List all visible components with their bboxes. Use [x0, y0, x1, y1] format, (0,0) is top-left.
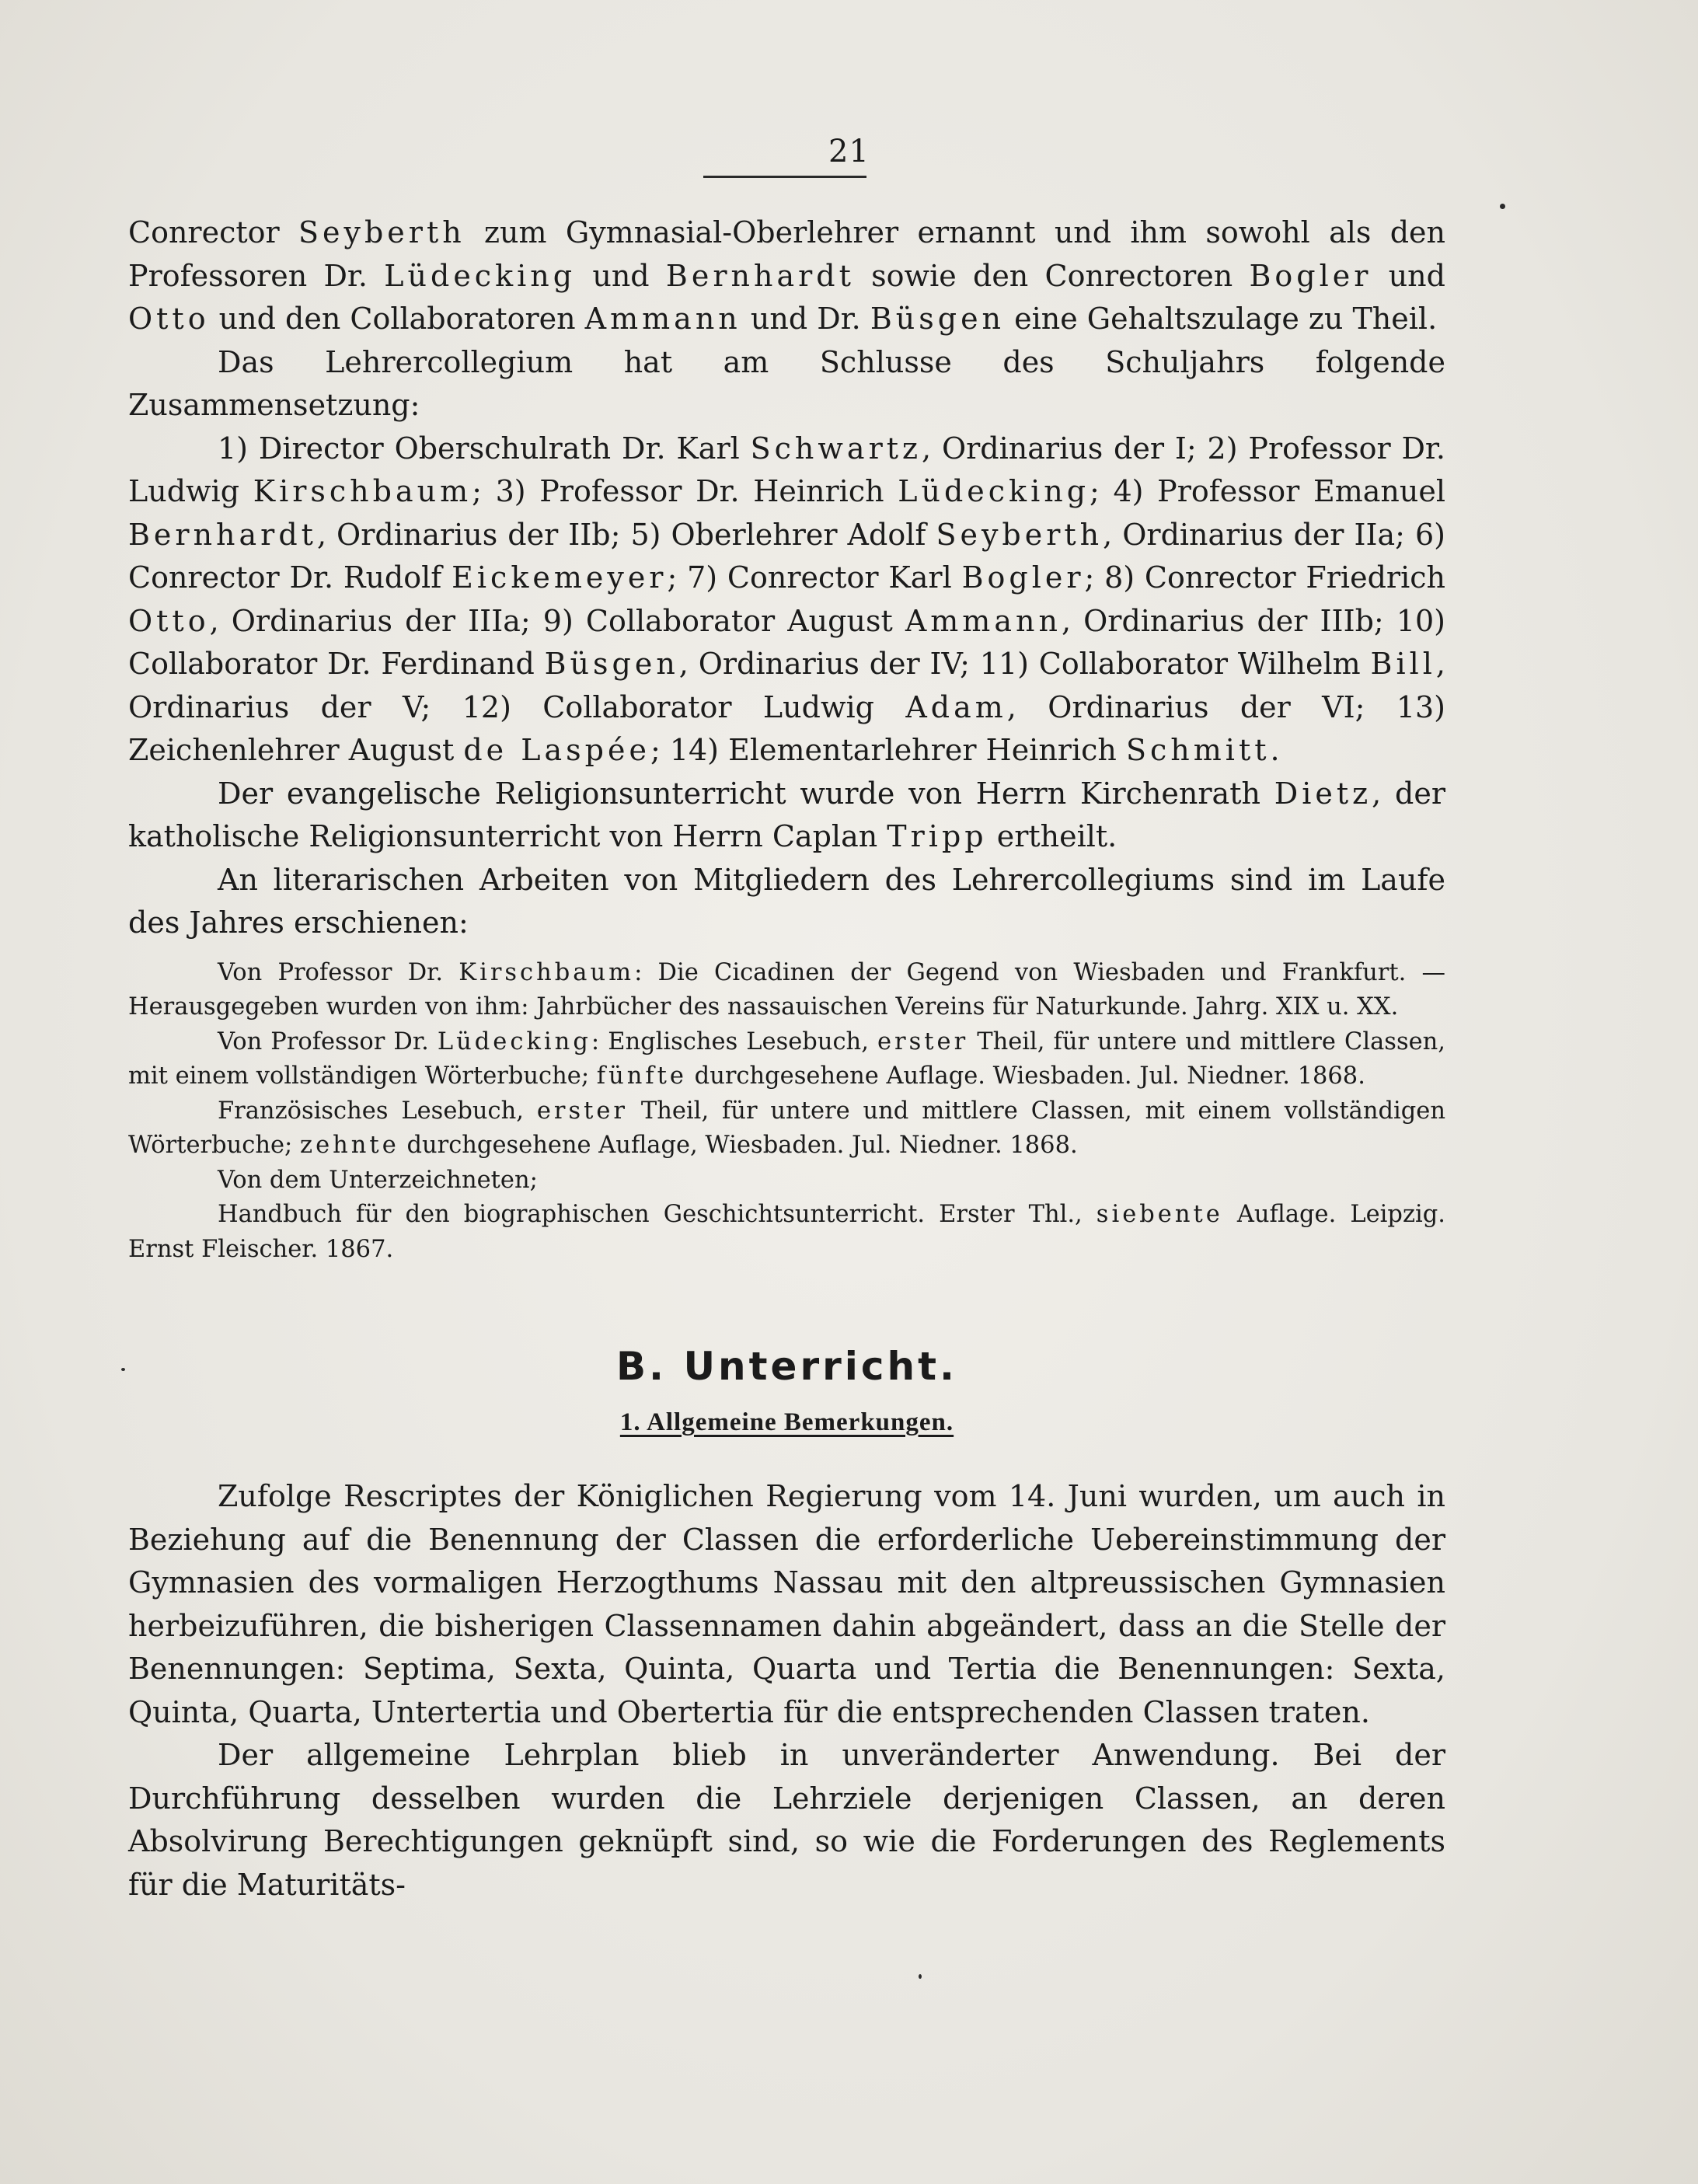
paragraph-curriculum: Der allgemeine Lehrplan blieb in unveränderter Anwendung. Bei der Durchführung desselben wurden die Lehrziele derjenigen Classen, an deren Absolvirung Berechtigungen geknüpft sind, so wie die Forderungen des Reglements für die Maturitäts- — [128, 1738, 1445, 1902]
text-run: und — [1372, 258, 1445, 293]
name-spaced: Bernhardt — [128, 517, 317, 552]
ink-speck — [121, 1368, 125, 1371]
text-run: Handbuch für den biographischen Geschichtsunterricht. Erster Thl., — [218, 1201, 1097, 1228]
text-run: eine Gehaltszulage zu Theil. — [1005, 302, 1438, 336]
spacer — [128, 945, 1445, 956]
text-run: ; 3) Professor Dr. Heinrich — [472, 474, 898, 508]
name-spaced: Otto — [128, 302, 210, 336]
name-spaced: Adam — [905, 689, 1007, 724]
text-run: durchgesehene Auflage, Wiesbaden. Jul. Niedner. 1868. — [399, 1132, 1078, 1159]
text-run: : Die Cicadinen der Gegend von Wiesbaden und Frankfurt. — Herausgegeben wurden von ihm: Jahrbücher des nassauischen Vereins für Naturkunde. Jahrg. XIX u. XX. — [128, 958, 1445, 1020]
text-run: 1) Director Oberschulrath Dr. Karl — [218, 431, 751, 466]
name-spaced: Seyberth — [298, 215, 465, 249]
name-spaced: Bogler — [961, 560, 1085, 595]
name-spaced: Bogler — [1249, 258, 1372, 293]
text-run: , Ordinarius der V; 12) Collaborator Ludwig — [128, 647, 1446, 724]
publication-entry — [128, 1025, 1445, 1094]
text-run: , Ordinarius der IIIb; 10) Collaborator Dr. Ferdinand — [128, 603, 1445, 681]
text-run: Conrector — [128, 215, 298, 249]
publication-entry — [128, 1094, 1445, 1164]
name-spaced: Tripp — [887, 819, 988, 853]
name-spaced: Büsgen — [870, 302, 1006, 336]
paragraph-promotions — [128, 211, 1445, 341]
text-run: und Dr. — [741, 302, 870, 336]
text-run: ; 14) Elementarlehrer Heinrich — [650, 733, 1126, 767]
text-run: : Englisches Lesebuch, — [591, 1027, 877, 1055]
name-spaced: siebente — [1096, 1201, 1223, 1228]
paragraph-staff-list — [128, 427, 1445, 773]
publication-entry: Von dem Unterzeichneten; — [218, 1166, 538, 1194]
name-spaced: de Laspée — [463, 733, 650, 767]
publication-entry — [128, 956, 1445, 1025]
name-spaced: Otto — [128, 603, 210, 638]
text-run: . — [1270, 733, 1280, 767]
text-run: Von Professor Dr. — [218, 958, 459, 986]
paragraph-publications-intro: An literarischen Arbeiten von Mitgliedern des Lehrercollegiums sind im Laufe des Jahres erschienen: — [128, 862, 1445, 940]
text-run: und den Collaboratoren — [209, 302, 585, 336]
page-number-rule — [703, 176, 866, 178]
text-run: Der evangelische Religionsunterricht wurde von Herrn Kirchenrath — [218, 776, 1274, 811]
text-run: zum Gymnasial-Oberlehrer ernannt und ihm sowohl als den Professoren Dr. — [128, 215, 1445, 293]
text-run: Von Professor Dr. — [218, 1027, 438, 1055]
paragraph-rescript: Zufolge Rescriptes der Königlichen Regierung vom 14. Juni wurden, um auch in Beziehung auf die Benennung der Classen die erforderliche Uebereinstimmung der Gymnasien des vormaligen Herzogthums Nassau mit den altpreussischen Gymnasien herbeizuführen, die bisherigen Classennamen dahin abgeändert, dass an die Stelle der Benennungen: Septima, Sexta, Quinta, Quarta und Tertia die Benennungen: Sexta, Quinta, Quarta, Untertertia und Obertertia für die entsprechenden Classen traten. — [128, 1479, 1445, 1729]
name-spaced: erster — [536, 1097, 629, 1125]
name-spaced: Ammann — [584, 302, 741, 336]
name-spaced: fünfte — [596, 1062, 687, 1090]
text-run: Theil, für untere und mittlere Classen, mit einem vollständigen Wörterbuche; — [128, 1097, 1445, 1159]
name-spaced: Lüdecking — [437, 1027, 591, 1055]
text-run: durchgesehene Auflage. Wiesbaden. Jul. Niedner. 1868. — [686, 1062, 1365, 1090]
name-spaced: Kirschbaum — [458, 958, 635, 986]
name-spaced: Eickemeyer — [452, 560, 668, 595]
name-spaced: Bill — [1370, 647, 1436, 681]
name-spaced: Schmitt — [1125, 733, 1271, 767]
text-run: , Ordinarius der IIIa; 9) Collaborator August — [209, 603, 905, 638]
text-run: , Ordinarius der VI; 13) Zeichenlehrer August — [128, 689, 1445, 767]
name-spaced: Kirschbaum — [253, 474, 472, 508]
text-run: Theil, für untere und mittlere Classen, mit einem vollständigen Wörterbuche; — [128, 1027, 1445, 1090]
paragraph-composition-intro: Das Lehrercollegium hat am Schlusse des Schuljahrs folgende Zusammensetzung: — [128, 344, 1445, 422]
ink-speck — [1500, 204, 1505, 209]
name-spaced: erster — [877, 1027, 969, 1055]
body-text — [128, 211, 1445, 1907]
name-spaced: Seyberth — [936, 517, 1104, 552]
name-spaced: zehnte — [300, 1132, 399, 1159]
name-spaced: Lüdecking — [898, 474, 1090, 508]
text-run: sowie den Conrectoren — [854, 258, 1250, 293]
name-spaced: Ammann — [905, 603, 1062, 638]
subsection-heading-text: 1. Allgemeine Bemerkungen. — [619, 1408, 954, 1436]
text-run: ; 8) Conrector Friedrich — [1084, 560, 1445, 595]
text-run: ertheilt. — [987, 819, 1117, 853]
name-spaced: Schwartz — [750, 431, 922, 466]
ink-speck — [919, 1974, 922, 1979]
text-run: ; 7) Conrector Karl — [667, 560, 962, 595]
text-run: ; 4) Professor Emanuel — [1090, 474, 1445, 508]
paragraph-religion — [128, 773, 1445, 859]
text-run: , der katholische Religionsunterricht von Herrn Caplan — [128, 776, 1445, 853]
subsection-heading — [128, 1405, 1445, 1439]
text-run: und — [576, 258, 666, 293]
text-run: , Ordinarius der IIb; 5) Oberlehrer Adolf — [316, 517, 936, 552]
section-heading: B. Unterricht. — [615, 1344, 958, 1389]
name-spaced: Dietz — [1274, 776, 1372, 811]
name-spaced: Büsgen — [544, 647, 679, 681]
text-run: , Ordinarius der IIa; 6) Conrector Dr. Rudolf — [128, 517, 1445, 595]
name-spaced: Lüdecking — [384, 258, 577, 293]
text-run: , Ordinarius der IV; 11) Collaborator Wilhelm — [678, 647, 1371, 681]
name-spaced: Bernhardt — [665, 258, 855, 293]
text-run: , Ordinarius der I; 2) Professor Dr. Ludwig — [128, 431, 1445, 508]
text-run: Französisches Lesebuch, — [218, 1097, 537, 1125]
text-run: Auflage. Leipzig. Ernst Fleischer. 1867. — [128, 1201, 1445, 1263]
publication-entry — [128, 1198, 1445, 1267]
page-number: 21 — [828, 134, 870, 169]
